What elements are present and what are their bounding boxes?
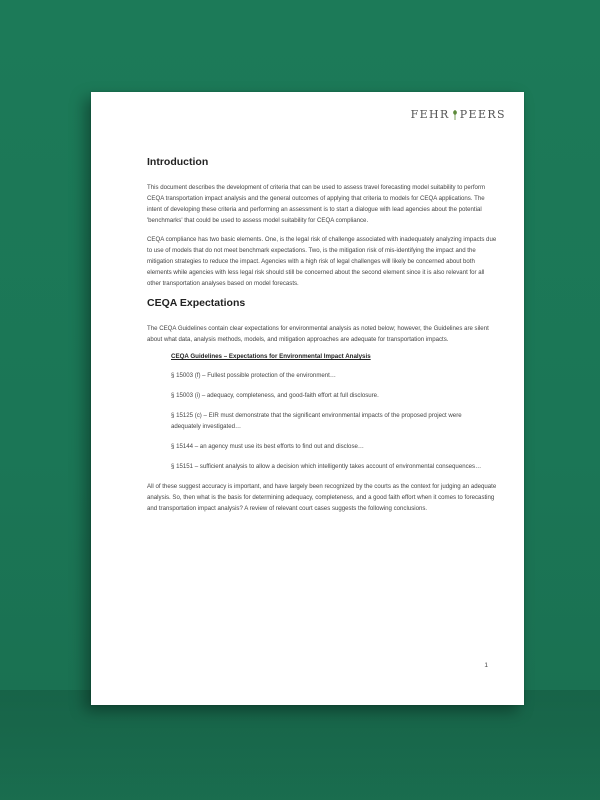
guideline-item: § 15003 (i) – adequacy, completeness, and good-faith effort at full disclosure. [171,392,379,399]
page-number: 1 [484,662,488,669]
document-page [91,92,524,705]
ceqa-heading: CEQA Expectations [147,297,246,309]
guideline-item: § 15151 – sufficient analysis to allow a decision which intelligently takes account of environmental consequences… [171,463,482,470]
guideline-item: § 15003 (f) – Fullest possible protection of the environment… [171,372,336,379]
intro-paragraph-1: This document describes the development of criteria that can be used to assess travel forecasting model suitability to perform CEQA transportation impact analysis and the general outcomes of applying that criteria to models for CEQA applications. The intent of developing these criteria and performing an assessment is to start a dialogue with lead agencies about the potential 'benchmarks' that could be used to assess model suitability for CEQA compliance. [147,184,486,224]
guideline-item: § 15125 (c) – EIR must demonstrate that the significant environmental impacts of the proposed project were adequately investigated… [171,412,462,430]
guideline-item: § 15144 – an agency must use its best efforts to find out and disclose… [171,443,364,450]
closing-paragraph: All of these suggest accuracy is important, and have largely been recognized by the courts as the context for judging an adequate analysis. So, then what is the basis for determining adequacy, completeness, and a good faith effort when it comes to forecasting and transportation impact analysis? A review of relevant court cases suggests the following conclusions. [147,483,497,512]
logo-right-word: PEERS [459,108,506,121]
guidelines-quote-title: CEQA Guidelines – Expectations for Environmental Impact Analysis [171,353,371,360]
intro-paragraph-2: CEQA compliance has two basic elements. One, is the legal risk of challenge associated with inadequately analyzing impacts due to use of models that do not meet benchmark expectations. Two, is the mitigation risk of mis-identifying the impact and the mitigation strategies to reduce the impact. Agencies with a high risk of legal challenges will likely be concerned about both elements while agencies with less legal risk should still be concerned about the second element since it is also relevant for all other transportation analyses based on model forecasts. [147,236,497,287]
intro-heading: Introduction [147,156,209,168]
guidelines-quote-block [171,353,493,472]
ceqa-paragraph: The CEQA Guidelines contain clear expectations for environmental analysis as noted below; however, the Guidelines are silent about what data, analysis methods, models, and mitigation approaches are adequate for transportation impacts. [147,325,489,343]
logo-left-word: FEHR [410,108,450,121]
company-logo [411,108,506,121]
leaf-icon [452,110,458,120]
document-content [147,156,499,522]
floor-shadow [0,690,600,800]
